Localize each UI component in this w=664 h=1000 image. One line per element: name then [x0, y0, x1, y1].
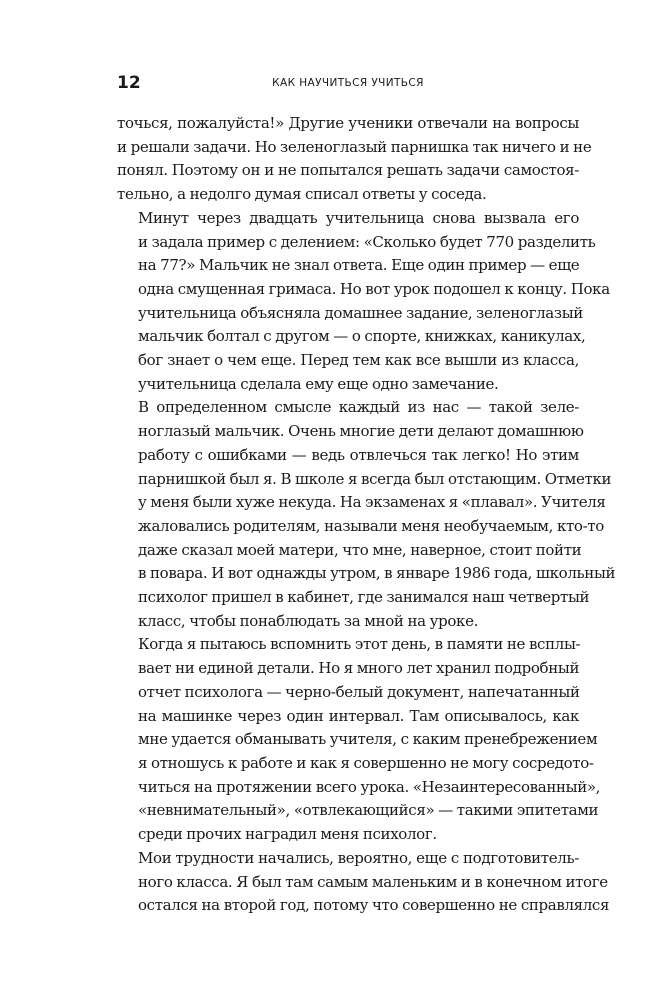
text-line: Мои трудности начались, вероятно, еще с подготовитель-	[138, 848, 579, 867]
text-line: на машинке через один интервал. Там описывалось, как	[138, 706, 579, 725]
text-line: ноглазый мальчик. Очень многие дети делают домашнюю	[138, 422, 584, 441]
text-line: вает ни единой детали. Но я много лет хранил подробный	[138, 659, 580, 678]
text-line: и решали задачи. Но зеленоглазый парнишка так ничего и не	[117, 137, 592, 156]
text-line: парнишкой был я. В школе я всегда был отстающим. Отметки	[138, 469, 612, 488]
text-line: остался на второй год, потому что совершенно не справлялся	[138, 896, 610, 915]
text-line: учительница сделала ему еще одно замечание.	[138, 374, 499, 393]
text-line: я отношусь к работе и как я совершенно не могу сосредото-	[138, 753, 594, 772]
text-line: бог знает о чем еще. Перед тем как все вышли из класса,	[138, 351, 579, 370]
paragraph	[117, 207, 610, 397]
text-line: Минут через двадцать учительница снова вызвала его	[138, 208, 579, 227]
paragraph	[117, 112, 592, 207]
text-line: жаловались родителям, называли меня необучаемым, кто-то	[138, 516, 604, 535]
text-line: ного класса. Я был там самым маленьким и в конечном итоге	[138, 872, 608, 891]
running-title: КАК НАУЧИТЬСЯ УЧИТЬСЯ	[272, 77, 424, 89]
text-line: и задала пример с делением: «Сколько будет 770 разделить	[138, 232, 596, 251]
page-number: 12	[117, 73, 141, 93]
text-line: мальчик болтал с другом — о спорте, книжках, каникулах,	[138, 327, 586, 346]
text-line: у меня были хуже некуда. На экзаменах я «плавал». Учителя	[138, 493, 606, 512]
text-line: В определенном смысле каждый из нас — такой зеле-	[138, 398, 579, 417]
text-line: «невнимательный», «отвлекающийся» — такими эпитетами	[138, 801, 599, 820]
text-line: отчет психолога — черно-белый документ, напечатанный	[138, 682, 580, 701]
text-line: психолог пришел в кабинет, где занимался наш четвертый	[138, 588, 590, 607]
text-line: среди прочих наградил меня психолог.	[138, 825, 437, 844]
text-line: одна смущенная гримаса. Но вот урок подошел к концу. Пока	[138, 279, 610, 298]
text-line: Когда я пытаюсь вспомнить этот день, в памяти не всплы-	[138, 635, 581, 654]
running-head	[117, 71, 579, 95]
text-line: мне удается обманывать учителя, с каким пренебрежением	[138, 730, 598, 749]
paragraph	[117, 633, 601, 846]
text-line: точься, пожалуйста!» Другие ученики отвечали на вопросы	[117, 114, 579, 132]
text-line: работу с ошибками — ведь отвлечься так легко! Но этим	[138, 445, 579, 464]
paragraph	[117, 847, 610, 918]
paragraph	[117, 396, 616, 633]
text-line: учительница объясняла домашнее задание, зеленоглазый	[138, 303, 583, 322]
text-line: тельно, а недолго думая списал ответы у соседа.	[117, 185, 487, 204]
body-text	[117, 112, 616, 918]
text-line: на 77?» Мальчик не знал ответа. Еще один пример — еще	[138, 256, 580, 275]
text-line: даже сказал моей матери, что мне, наверное, стоит пойти	[138, 540, 582, 559]
text-line: понял. Поэтому он и не попытался решать задачи самостоя-	[117, 161, 579, 180]
text-line: читься на протяжении всего урока. «Незаинтересованный»,	[138, 777, 601, 796]
text-line: в повара. И вот однажды утром, в январе 1986 года, школьный	[138, 564, 616, 583]
text-line: класс, чтобы понаблюдать за мной на уроке.	[138, 611, 479, 630]
